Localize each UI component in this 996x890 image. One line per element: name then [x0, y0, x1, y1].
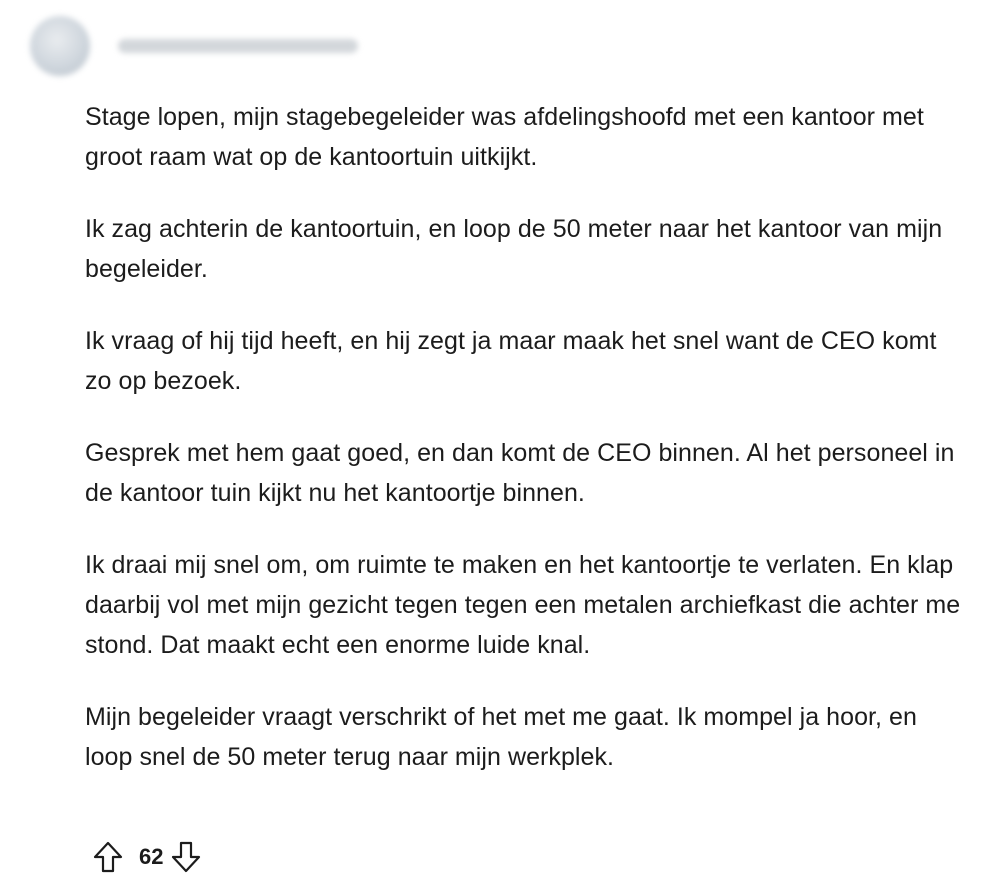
avatar[interactable]	[30, 16, 90, 76]
upvote-arrow-icon	[92, 840, 124, 874]
comment-header	[30, 14, 358, 78]
comment-paragraph: Mijn begeleider vraagt verschrikt of het met me gaat. Ik mompel ja hoor, en loop snel de 50 meter terug naar mijn werkplek.	[85, 703, 917, 771]
downvote-arrow-icon	[170, 840, 202, 874]
comment-paragraph: Ik draai mij snel om, om ruimte te maken en het kantoortje te verlaten. En klap daarbij vol met mijn gezicht tegen tegen een metalen archiefkast die achter me stond. Dat maakt echt een enorme luide knal.	[85, 551, 961, 659]
comment-paragraph: Ik zag achterin de kantoortuin, en loop de 50 meter naar het kantoor van mijn begeleider.	[85, 215, 943, 283]
comment-paragraph: Gesprek met hem gaat goed, en dan komt de CEO binnen. Al het personeel in de kantoor tuin kijkt nu het kantoortje binnen.	[85, 439, 955, 507]
comment-body	[85, 97, 965, 809]
downvote-button[interactable]	[169, 837, 203, 877]
comment-paragraph: Ik vraag of hij tijd heeft, en hij zegt ja maar maak het snel want de CEO komt zo op bezoek.	[85, 327, 937, 395]
vote-score: 62	[139, 844, 164, 869]
username[interactable]	[118, 39, 358, 53]
comment-paragraph: Stage lopen, mijn stagebegeleider was afdelingshoofd met een kantoor met groot raam wat op de kantoortuin uitkijkt.	[85, 103, 924, 171]
vote-bar	[91, 836, 203, 878]
upvote-button[interactable]	[91, 837, 125, 877]
